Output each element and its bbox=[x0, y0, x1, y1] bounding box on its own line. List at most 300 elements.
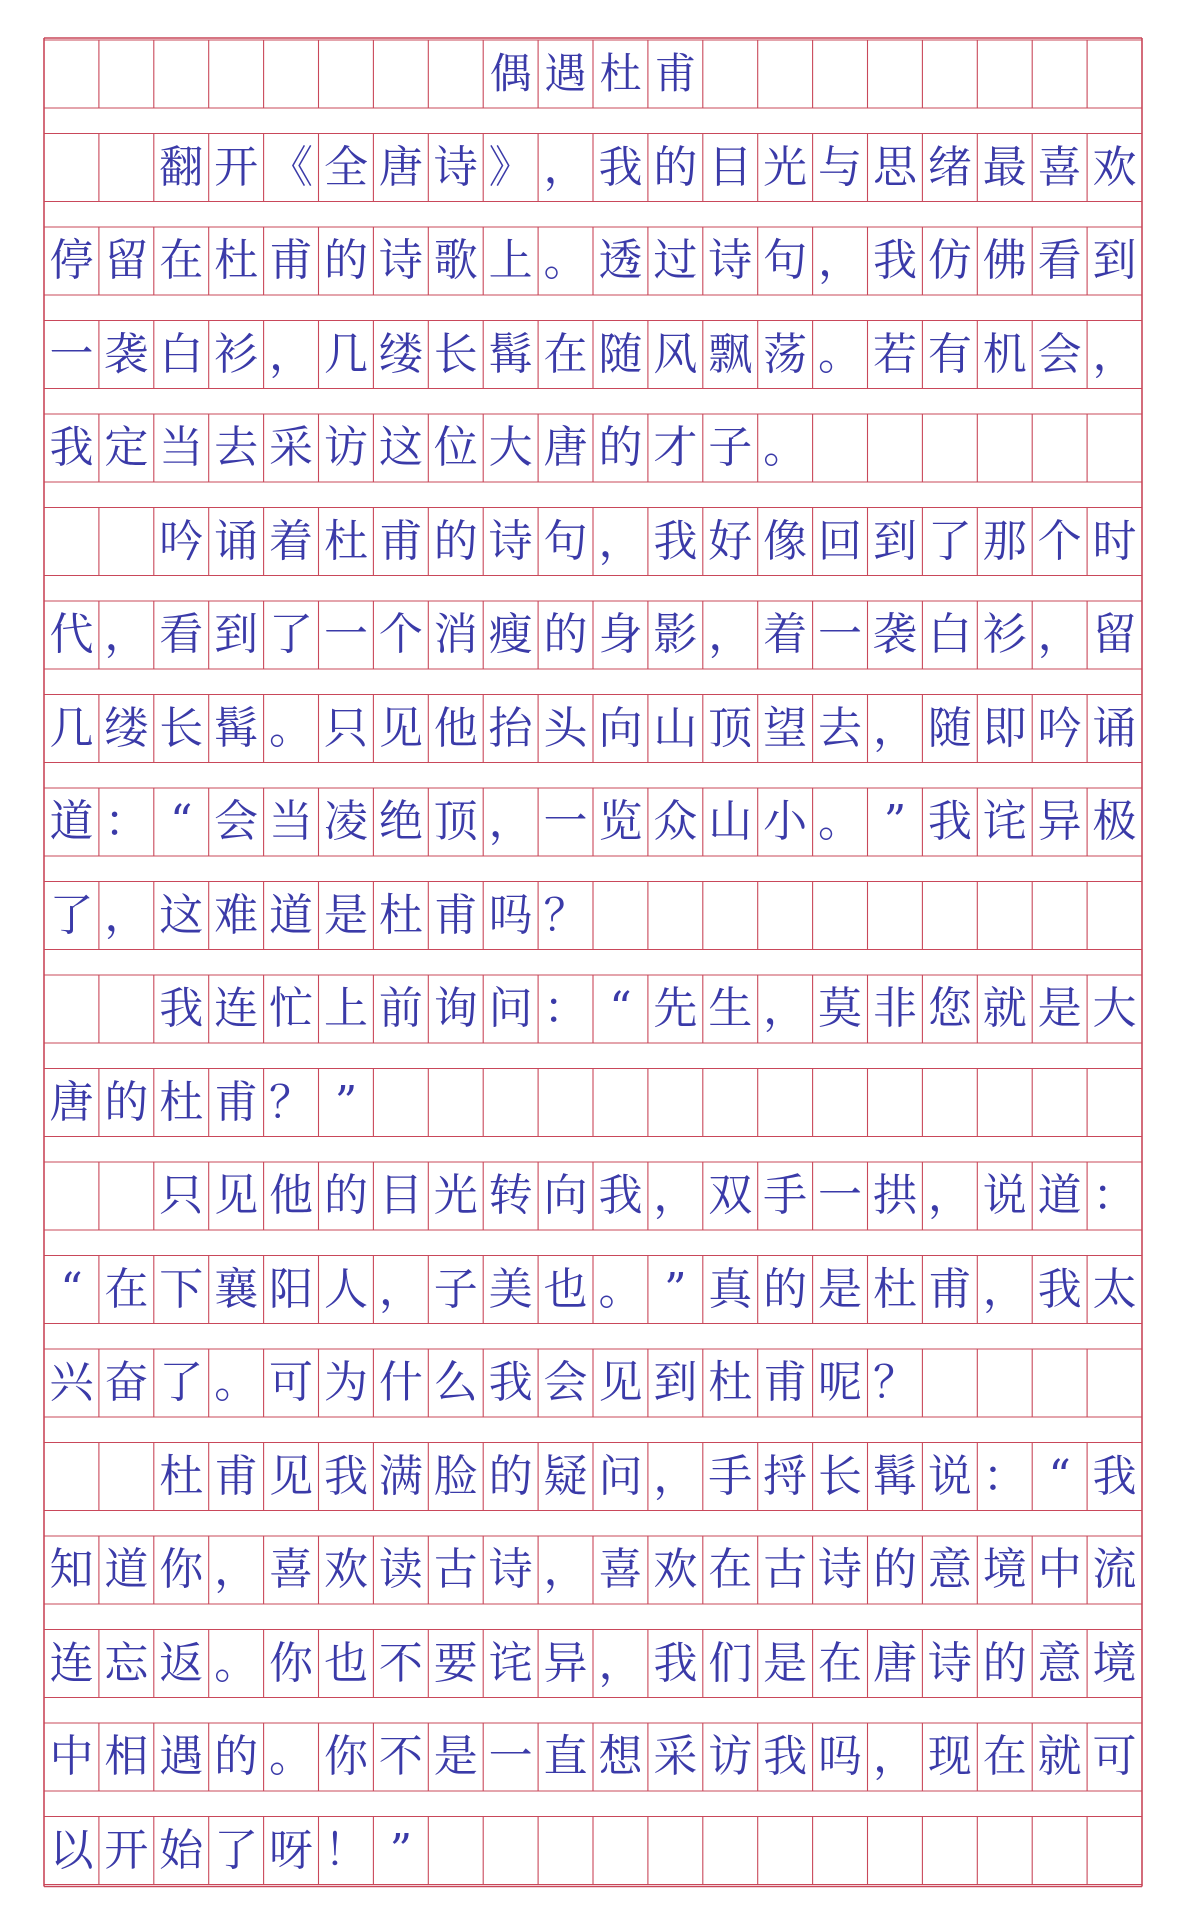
text-char: 遇 bbox=[159, 1731, 204, 1782]
text-char: 非 bbox=[872, 983, 917, 1034]
text-char: 唐 bbox=[378, 141, 423, 193]
text-char: 一 bbox=[49, 328, 94, 380]
text-char: 吗 bbox=[818, 1731, 863, 1782]
text-char: 手 bbox=[763, 1170, 808, 1221]
text-char: 也 bbox=[543, 1263, 588, 1315]
text-char: ， bbox=[543, 1544, 588, 1595]
text-char: 顶 bbox=[433, 796, 478, 847]
text-char: 甫 bbox=[378, 515, 423, 567]
text-char: 回 bbox=[818, 515, 863, 567]
text-char: 开 bbox=[104, 1824, 149, 1876]
text-char: 会 bbox=[1037, 328, 1082, 380]
text-char: 吟 bbox=[1037, 702, 1082, 754]
text-char: 在 bbox=[818, 1637, 863, 1689]
text-char: 我 bbox=[323, 1450, 368, 1502]
text-char: 境 bbox=[1092, 1637, 1137, 1689]
text-char: 我 bbox=[488, 1357, 533, 1408]
text-char: 你 bbox=[323, 1731, 368, 1782]
text-char: 诗 bbox=[927, 1637, 972, 1689]
text-char: ， bbox=[598, 1637, 643, 1689]
text-char: 去 bbox=[214, 422, 259, 473]
text-char: “ bbox=[609, 983, 632, 1034]
text-char: 见 bbox=[269, 1450, 314, 1502]
text-char: 难 bbox=[214, 889, 259, 941]
text-char: 大 bbox=[488, 422, 533, 473]
text-char: 脸 bbox=[433, 1450, 478, 1502]
text-char: 诗 bbox=[708, 235, 753, 286]
text-char: ” bbox=[664, 1263, 687, 1315]
text-char: 我 bbox=[1037, 1263, 1082, 1315]
text-char: 满 bbox=[378, 1450, 423, 1502]
text-char: 髯 bbox=[872, 1450, 917, 1502]
text-char: 会 bbox=[543, 1357, 588, 1408]
text-char: ， bbox=[927, 1170, 972, 1221]
text-char: 一 bbox=[818, 1170, 863, 1221]
text-char: 吗 bbox=[488, 889, 533, 941]
text-char: 思 bbox=[872, 141, 917, 193]
text-char: 我 bbox=[872, 235, 917, 286]
text-char: 是 bbox=[1037, 983, 1082, 1034]
text-char: 杜 bbox=[159, 1450, 204, 1502]
text-char: 直 bbox=[543, 1731, 588, 1782]
text-char: 兴 bbox=[49, 1357, 94, 1408]
text-char: 一 bbox=[323, 609, 368, 660]
text-char: 向 bbox=[598, 702, 643, 754]
text-char: 句 bbox=[543, 515, 588, 567]
text-char: ， bbox=[488, 796, 533, 847]
text-char: 佛 bbox=[982, 235, 1027, 286]
text-char: 了 bbox=[269, 609, 314, 660]
text-char: 望 bbox=[763, 702, 808, 754]
text-char: 他 bbox=[433, 702, 478, 754]
text-char: 的 bbox=[323, 1170, 368, 1221]
text-char: 想 bbox=[598, 1731, 643, 1782]
text-char: 您 bbox=[927, 983, 972, 1034]
text-char: 荡 bbox=[763, 328, 808, 380]
text-char: 的 bbox=[104, 1076, 149, 1128]
text-char: 以 bbox=[49, 1824, 94, 1876]
text-char: 在 bbox=[708, 1544, 753, 1595]
text-char: “ bbox=[60, 1263, 83, 1315]
text-char: 消 bbox=[433, 609, 478, 660]
text-char: 在 bbox=[982, 1731, 1027, 1782]
text-char: 了 bbox=[214, 1824, 259, 1876]
text-char: 采 bbox=[269, 422, 314, 473]
text-char: ？ bbox=[872, 1357, 917, 1408]
text-char: ， bbox=[872, 1731, 917, 1782]
text-char: 与 bbox=[818, 141, 863, 193]
text-char: 抬 bbox=[488, 702, 533, 754]
text-char: 位 bbox=[433, 422, 478, 473]
text-char: 歌 bbox=[433, 235, 478, 286]
text-char: 长 bbox=[159, 702, 204, 754]
text-char: 。 bbox=[543, 235, 588, 286]
text-char: 这 bbox=[378, 422, 423, 473]
text-char: 不 bbox=[378, 1637, 423, 1689]
text-char: 的 bbox=[433, 515, 478, 567]
text-char: 可 bbox=[1092, 1731, 1137, 1782]
text-char: 诗 bbox=[378, 235, 423, 286]
text-char: ， bbox=[104, 609, 149, 660]
text-char: 》 bbox=[488, 141, 533, 193]
text-char: 极 bbox=[1092, 796, 1137, 847]
text-char: ， bbox=[818, 235, 863, 286]
text-char: 连 bbox=[214, 983, 259, 1034]
text-char: 好 bbox=[708, 515, 753, 567]
text-char: 句 bbox=[763, 235, 808, 286]
text-char: 说 bbox=[927, 1450, 972, 1502]
text-char: 在 bbox=[543, 328, 588, 380]
text-char: 就 bbox=[982, 983, 1027, 1034]
text-char: 疑 bbox=[543, 1450, 588, 1502]
text-char: 道 bbox=[269, 889, 314, 941]
text-char: 了 bbox=[927, 515, 972, 567]
text-char: 阳 bbox=[269, 1263, 314, 1315]
text-char: 目 bbox=[378, 1170, 423, 1221]
text-char: 我 bbox=[598, 141, 643, 193]
text-char: 诵 bbox=[1092, 702, 1137, 754]
text-char: 风 bbox=[653, 328, 698, 380]
text-char: 览 bbox=[598, 796, 643, 847]
text-char: ” bbox=[389, 1824, 413, 1876]
text-char: 只 bbox=[159, 1170, 204, 1221]
text-char: 杜 bbox=[708, 1357, 753, 1408]
text-char: 襄 bbox=[214, 1263, 259, 1315]
text-char: 袭 bbox=[104, 328, 149, 380]
text-char: ， bbox=[598, 515, 643, 567]
text-char: 美 bbox=[488, 1263, 533, 1315]
text-char: 甫 bbox=[763, 1357, 808, 1408]
title-char: 杜 bbox=[599, 49, 642, 98]
text-char: 的 bbox=[488, 1450, 533, 1502]
text-char: 境 bbox=[982, 1544, 1027, 1595]
text-char: 唐 bbox=[543, 422, 588, 473]
text-char: 见 bbox=[598, 1357, 643, 1408]
text-char: 问 bbox=[488, 983, 533, 1034]
text-char: 喜 bbox=[598, 1544, 643, 1595]
text-char: 现 bbox=[927, 1731, 972, 1782]
text-char: 真 bbox=[708, 1263, 753, 1315]
text-char: ， bbox=[653, 1450, 698, 1502]
text-char: 欢 bbox=[1092, 141, 1137, 193]
text-char: 奋 bbox=[104, 1357, 149, 1408]
text-char: 上 bbox=[488, 235, 533, 286]
text-char: 访 bbox=[323, 422, 368, 473]
text-char: 绝 bbox=[378, 796, 423, 847]
text-char: 那 bbox=[982, 515, 1027, 567]
text-char: 的 bbox=[214, 1731, 259, 1782]
text-char: 你 bbox=[269, 1637, 314, 1689]
text-char: 留 bbox=[1092, 609, 1137, 660]
text-char: 。 bbox=[818, 328, 863, 380]
title-char: 甫 bbox=[654, 49, 697, 98]
text-char: 这 bbox=[159, 889, 204, 941]
text-char: 随 bbox=[927, 702, 972, 754]
text-char: 髯 bbox=[214, 702, 259, 754]
text-char: 捋 bbox=[763, 1450, 808, 1502]
text-char: 凌 bbox=[323, 796, 368, 847]
text-char: 诗 bbox=[488, 515, 533, 567]
text-char: 长 bbox=[818, 1450, 863, 1502]
text-char: 说 bbox=[982, 1170, 1027, 1221]
text-char: 了 bbox=[49, 889, 94, 941]
text-char: 见 bbox=[378, 702, 423, 754]
text-char: 诧 bbox=[982, 796, 1027, 847]
text-char: 山 bbox=[708, 796, 753, 847]
text-char: 《 bbox=[269, 141, 314, 193]
text-char: 诗 bbox=[818, 1544, 863, 1595]
text-char: 我 bbox=[653, 1637, 698, 1689]
text-char: 影 bbox=[653, 609, 698, 660]
text-char: 一 bbox=[818, 609, 863, 660]
text-char: 瘦 bbox=[488, 609, 533, 660]
text-char: ， bbox=[1092, 328, 1137, 380]
text-char: 飘 bbox=[708, 328, 753, 380]
text-char: 道 bbox=[49, 796, 94, 847]
text-char: 我 bbox=[1092, 1450, 1137, 1502]
text-char: ， bbox=[653, 1170, 698, 1221]
text-char: 一 bbox=[488, 1731, 533, 1782]
text-char: ， bbox=[214, 1544, 259, 1595]
text-char: 意 bbox=[1037, 1637, 1082, 1689]
text-char: 在 bbox=[159, 235, 204, 286]
text-char: 光 bbox=[763, 141, 808, 193]
text-char: 机 bbox=[982, 328, 1027, 380]
text-char: 几 bbox=[323, 328, 368, 380]
text-char: 下 bbox=[159, 1263, 204, 1315]
text-char: 。 bbox=[269, 702, 314, 754]
text-char: 翻 bbox=[159, 141, 204, 193]
text-char: 诧 bbox=[488, 1637, 533, 1689]
text-char: 衫 bbox=[982, 609, 1027, 660]
text-char: 头 bbox=[543, 702, 588, 754]
text-char: 绪 bbox=[927, 141, 972, 193]
text-char: 诗 bbox=[433, 141, 478, 193]
text-char: 山 bbox=[653, 702, 698, 754]
text-char: 缕 bbox=[104, 702, 149, 754]
text-char: 见 bbox=[214, 1170, 259, 1221]
text-char: 就 bbox=[1037, 1731, 1082, 1782]
text-char: 子 bbox=[708, 422, 753, 473]
text-char: 仿 bbox=[927, 235, 972, 286]
text-char: ： bbox=[543, 983, 588, 1034]
text-char: 看 bbox=[1037, 235, 1082, 286]
text-char: 。 bbox=[214, 1637, 259, 1689]
text-char: 你 bbox=[159, 1544, 204, 1595]
text-char: 采 bbox=[653, 1731, 698, 1782]
text-char: ： bbox=[982, 1450, 1027, 1502]
text-char: ， bbox=[1037, 609, 1082, 660]
text-char: 我 bbox=[763, 1731, 808, 1782]
text-char: 呀 bbox=[269, 1824, 314, 1876]
text-char: 杜 bbox=[872, 1263, 917, 1315]
text-char: 转 bbox=[488, 1170, 533, 1221]
text-char: 欢 bbox=[653, 1544, 698, 1595]
text-char: ？ bbox=[543, 889, 588, 941]
text-char: 当 bbox=[159, 422, 204, 473]
text-char: 人 bbox=[323, 1263, 368, 1315]
text-char: ” bbox=[334, 1076, 358, 1128]
text-char: 。 bbox=[269, 1731, 314, 1782]
title-char: 偶 bbox=[489, 49, 532, 98]
text-char: 像 bbox=[763, 515, 808, 567]
text-char: 我 bbox=[653, 515, 698, 567]
text-char: 杜 bbox=[378, 889, 423, 941]
text-char: 我 bbox=[49, 422, 94, 473]
text-char: 诗 bbox=[488, 1544, 533, 1595]
text-char: ， bbox=[269, 328, 314, 380]
text-char: 双 bbox=[708, 1170, 753, 1221]
text-char: 才 bbox=[653, 422, 698, 473]
text-char: 的 bbox=[543, 609, 588, 660]
text-char: 的 bbox=[323, 235, 368, 286]
text-char: 莫 bbox=[818, 983, 863, 1034]
text-char: 。 bbox=[818, 796, 863, 847]
text-char: 他 bbox=[269, 1170, 314, 1221]
text-char: 。 bbox=[214, 1357, 259, 1408]
text-char: 先 bbox=[653, 983, 698, 1034]
text-char: 知 bbox=[49, 1544, 94, 1595]
text-char: 当 bbox=[269, 796, 314, 847]
text-char: 道 bbox=[104, 1544, 149, 1595]
text-char: 停 bbox=[49, 235, 94, 286]
text-char: 读 bbox=[378, 1544, 423, 1595]
text-char: 要 bbox=[433, 1637, 478, 1689]
text-char: “ bbox=[169, 796, 193, 847]
text-char: 着 bbox=[763, 609, 808, 660]
text-char: 始 bbox=[159, 1824, 204, 1876]
text-char: 白 bbox=[159, 328, 204, 380]
text-char: ， bbox=[763, 983, 808, 1034]
text-char: 我 bbox=[159, 983, 204, 1034]
text-char: 也 bbox=[323, 1637, 368, 1689]
text-char: 的 bbox=[653, 141, 698, 193]
text-char: 到 bbox=[1092, 235, 1137, 286]
text-char: ！ bbox=[323, 1824, 368, 1876]
text-char: 是 bbox=[818, 1263, 863, 1315]
text-char: 杜 bbox=[214, 235, 259, 286]
text-char: 忙 bbox=[269, 983, 314, 1034]
text-char: 缕 bbox=[378, 328, 423, 380]
text-char: 光 bbox=[433, 1170, 478, 1221]
text-char: 一 bbox=[543, 796, 588, 847]
text-char: 到 bbox=[872, 515, 917, 567]
text-char: 众 bbox=[653, 796, 698, 847]
text-char: “ bbox=[1048, 1450, 1071, 1502]
text-char: 上 bbox=[323, 983, 368, 1034]
text-char: 古 bbox=[763, 1544, 808, 1595]
text-char: 留 bbox=[104, 235, 149, 286]
text-char: 若 bbox=[872, 328, 917, 380]
text-char: 。 bbox=[763, 422, 808, 473]
text-char: 过 bbox=[653, 235, 698, 286]
text-char: 髯 bbox=[488, 328, 533, 380]
text-char: 太 bbox=[1092, 1263, 1137, 1315]
text-char: 道 bbox=[1037, 1170, 1082, 1221]
text-char: 可 bbox=[269, 1357, 314, 1408]
text-char: 甫 bbox=[214, 1076, 259, 1128]
text-char: 代 bbox=[49, 609, 94, 660]
text-char: 忘 bbox=[104, 1637, 149, 1689]
text-char: 么 bbox=[433, 1357, 478, 1408]
text-char: 喜 bbox=[269, 1544, 314, 1595]
text-char: 个 bbox=[1037, 515, 1082, 567]
text-char: 子 bbox=[433, 1263, 478, 1315]
text-char: 即 bbox=[982, 702, 1027, 754]
text-char: 的 bbox=[598, 422, 643, 473]
text-char: 中 bbox=[1037, 1544, 1082, 1595]
text-char: 我 bbox=[598, 1170, 643, 1221]
text-char: 甫 bbox=[433, 889, 478, 941]
text-char: 唐 bbox=[872, 1637, 917, 1689]
text-char: 相 bbox=[104, 1731, 149, 1782]
text-char: 问 bbox=[598, 1450, 643, 1502]
text-char: ？ bbox=[269, 1076, 314, 1128]
text-char: 小 bbox=[763, 796, 808, 847]
text-char: 为 bbox=[323, 1357, 368, 1408]
text-char: ， bbox=[378, 1263, 423, 1315]
text-char: 透 bbox=[598, 235, 643, 286]
text-char: ， bbox=[708, 609, 753, 660]
text-char: 只 bbox=[323, 702, 368, 754]
text-char: 去 bbox=[818, 702, 863, 754]
text-char: 白 bbox=[927, 609, 972, 660]
text-char: 个 bbox=[378, 609, 423, 660]
text-char: ： bbox=[104, 796, 149, 847]
text-char: 我 bbox=[927, 796, 972, 847]
text-char: 到 bbox=[653, 1357, 698, 1408]
text-char: 杜 bbox=[159, 1076, 204, 1128]
text-char: 着 bbox=[269, 515, 314, 567]
text-char: 甫 bbox=[214, 1450, 259, 1502]
text-char: 是 bbox=[763, 1637, 808, 1689]
text-char: 杜 bbox=[323, 515, 368, 567]
text-char: 异 bbox=[1037, 796, 1082, 847]
text-char: 欢 bbox=[323, 1544, 368, 1595]
text-char: 在 bbox=[104, 1263, 149, 1315]
text-char: 向 bbox=[543, 1170, 588, 1221]
text-char: 前 bbox=[378, 983, 423, 1034]
text-char: 连 bbox=[49, 1637, 94, 1689]
text-char: 会 bbox=[214, 796, 259, 847]
text-char: 甫 bbox=[269, 235, 314, 286]
text-char: 目 bbox=[708, 141, 753, 193]
text-char: 。 bbox=[598, 1263, 643, 1315]
text-char: 异 bbox=[543, 1637, 588, 1689]
text-char: 不 bbox=[378, 1731, 423, 1782]
text-char: ” bbox=[883, 796, 907, 847]
text-char: 开 bbox=[214, 141, 259, 193]
text-char: 最 bbox=[982, 141, 1027, 193]
text-char: 意 bbox=[927, 1544, 972, 1595]
text-char: ， bbox=[543, 141, 588, 193]
text-char: 返 bbox=[159, 1637, 204, 1689]
text-char: 询 bbox=[433, 983, 478, 1034]
text-char: 唐 bbox=[49, 1076, 94, 1128]
text-char: 袭 bbox=[872, 609, 917, 660]
text-char: 拱 bbox=[872, 1170, 917, 1221]
text-char: 身 bbox=[598, 609, 643, 660]
text-char: 手 bbox=[708, 1450, 753, 1502]
text-char: 的 bbox=[982, 1637, 1027, 1689]
text-char: 访 bbox=[708, 1731, 753, 1782]
text-char: 是 bbox=[433, 1731, 478, 1782]
text-char: ， bbox=[872, 702, 917, 754]
text-char: 流 bbox=[1092, 1544, 1137, 1595]
text-char: 甫 bbox=[927, 1263, 972, 1315]
text-char: 吟 bbox=[159, 515, 204, 567]
text-char: 全 bbox=[323, 141, 368, 193]
